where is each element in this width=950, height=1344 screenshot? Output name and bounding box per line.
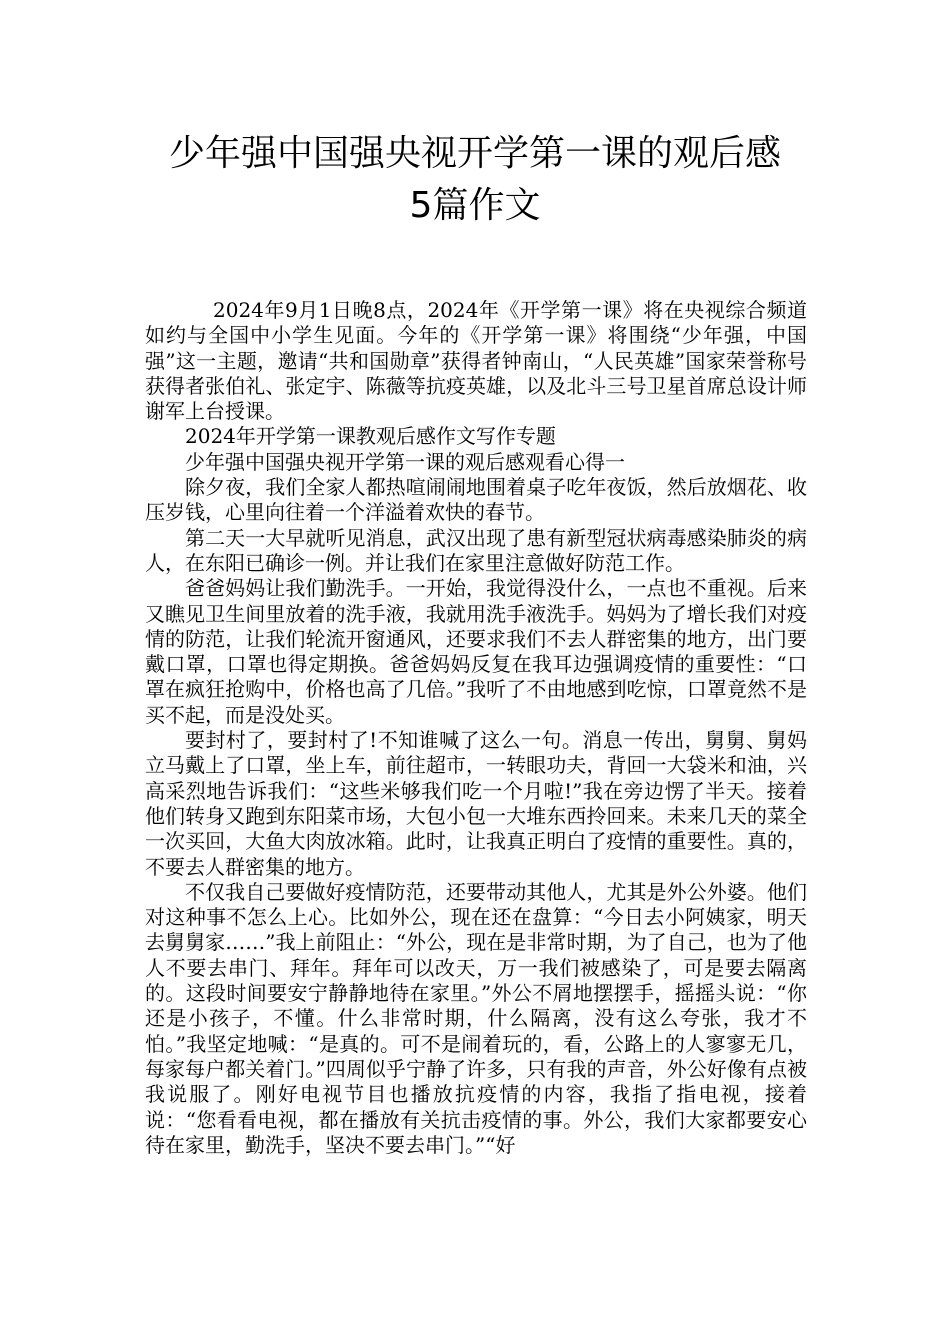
title-line-1: 少年强中国强央视开学第一课的观后感 [168,133,781,174]
paragraph-intro: 2024年9月1日晚8点，2024年《开学第一课》将在央视综合频道如约与全国中小学生见面。今年的《开学第一课》将围绕“少年强，中国强”这一主题，邀请“共和国勋章”获得者钟南山，“人民英雄”国家荣誉称号获得者张伯礼、张定宇、陈薇等抗疫英雄，以及北斗三号卫星首席总设计师谢军上台授课。 [145,298,807,424]
document-title [100,128,850,232]
paragraph: 不仅我自己要做好疫情防范，还要带动其他人，尤其是外公外婆。他们对这种事不怎么上心。比如外公，现在还在盘算：“今日去小阿姨家，明天去舅舅家……”我上前阻止：“外公，现在是非常时期，为了自己，也为了他人不要去串门、拜年。拜年可以改天，万一我们被感染了，可是要去隔离的。这段时间要安宁静静地待在家里。”外公不屑地摆摆手，摇摇头说：“你还是小孩子，不懂。什么非常时期，什么隔离，没有这么夸张，我才不怕。”我坚定地喊：“是真的。可不是闹着玩的，看，公路上的人寥寥无几，每家每户都关着门。”四周似乎宁静了许多，只有我的声音，外公好像有点被我说服了。刚好电视节目也播放抗疫情的内容，我指了指电视，接着说：“您看看电视，都在播放有关抗击疫情的事。外公，我们大家都要安心待在家里，勤洗手，坚决不要去串门。”“好 [145,879,807,1157]
document-body [145,298,807,1158]
paragraph-topic: 2024年开学第一课教观后感作文写作专题 [185,424,556,449]
title-line-2: 5篇作文 [409,185,541,226]
paragraph: 除夕夜，我们全家人都热喧闹闹地围着桌子吃年夜饭，然后放烟花、收压岁钱，心里向往着一个洋溢着欢快的春节。 [145,475,807,525]
paragraph: 要封村了，要封村了!不知谁喊了这么一句。消息一传出，舅舅、舅妈立马戴上了口罩，坐上车，前往超市，一转眼功夫，背回一大袋米和油，兴高采烈地告诉我们：“这些米够我们吃一个月啦!”我在旁边愣了半天。接着他们转身又跑到东阳菜市场，大包小包一大堆东西拎回来。未来几天的菜全一次买回，大鱼大肉放冰箱。此时，让我真正明白了疫情的重要性。真的，不要去人群密集的地方。 [145,728,807,879]
paragraph: 第二天一大早就听见消息，武汉出现了患有新型冠状病毒感染肺炎的病人，在东阳已确诊一例。并让我们在家里注意做好防范工作。 [145,525,807,575]
paragraph-subtitle: 少年强中国强央视开学第一课的观后感观看心得一 [185,449,625,474]
paragraph: 爸爸妈妈让我们勤洗手。一开始，我觉得没什么，一点也不重视。后来又瞧见卫生间里放着的洗手液，我就用洗手液洗手。妈妈为了增长我们对疫情的防范，让我们轮流开窗通风，还要求我们不去人群密集的地方，出门要戴口罩，口罩也得定期换。爸爸妈妈反复在我耳边强调疫情的重要性：“口罩在疯狂抢购中，价格也高了几倍。”我听了不由地感到吃惊，口罩竟然不是买不起，而是没处买。 [145,576,807,727]
